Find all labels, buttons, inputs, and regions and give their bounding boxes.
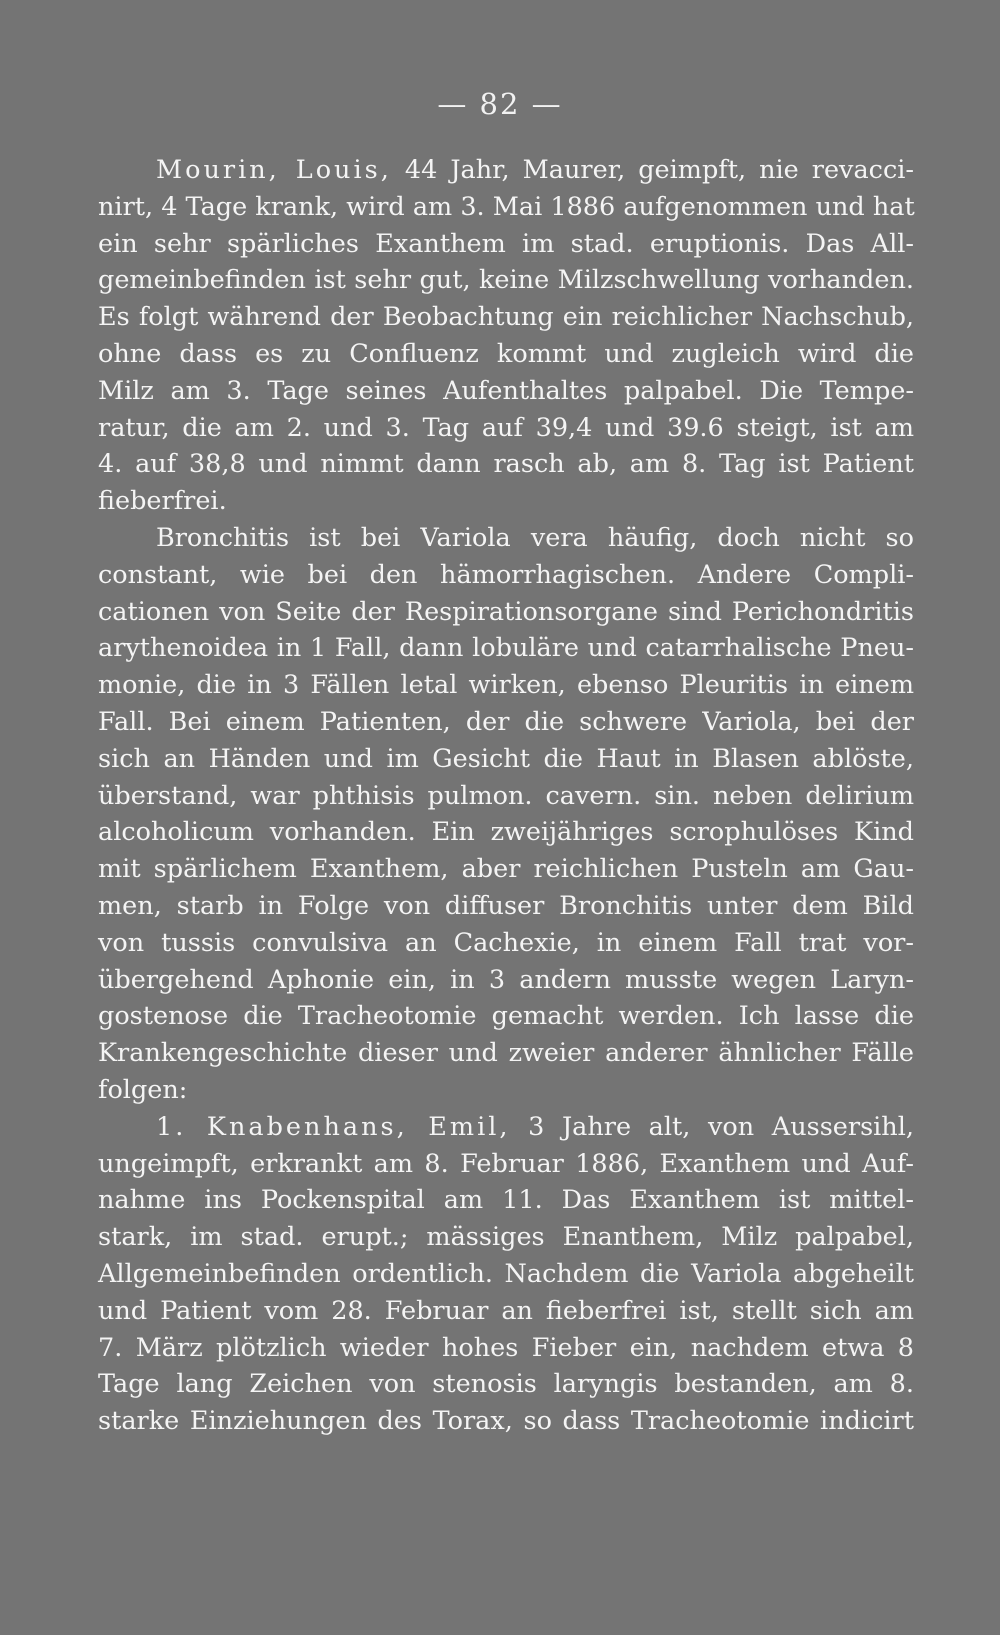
text-line: gostenose die Tracheotomie gemacht werden. Ich lasse die	[98, 1001, 914, 1032]
text-line: ein sehr spärliches Exanthem im stad. eruptionis. Das All-	[98, 228, 914, 259]
text-line: folgen:	[98, 1074, 188, 1105]
page-number: — 82 —	[437, 87, 563, 121]
text-line: monie, die in 3 Fällen letal wirken, ebenso Pleuritis in einem	[98, 670, 914, 701]
text-line: von tussis convulsiva an Cachexie, in einem Fall trat vor-	[98, 927, 914, 958]
patient-name: Mourin, Louis,	[156, 155, 392, 185]
text-line: starke Einziehungen des Torax, so dass Tracheotomie indicirt	[98, 1406, 914, 1437]
text-line: gemeinbefinden ist sehr gut, keine Milzschwellung vorhanden.	[98, 265, 914, 296]
text-line: 1. Knabenhans, Emil, 3 Jahre alt, von Aussersihl,	[156, 1111, 914, 1142]
text-line: fieberfrei.	[98, 486, 227, 517]
text-line: Mourin, Louis, 44 Jahr, Maurer, geimpft, nie revacci-	[156, 155, 915, 185]
text-line: arythenoidea in 1 Fall, dann lobuläre und catarrhalische Pneu-	[98, 633, 914, 664]
text-line: nahme ins Pockenspital am 11. Das Exanthem ist mittel-	[98, 1185, 914, 1216]
text-line: Tage lang Zeichen von stenosis laryngis bestanden, am 8.	[98, 1369, 914, 1400]
text-line: Allgemeinbefinden ordentlich. Nachdem die Variola abgeheilt	[98, 1258, 914, 1289]
body-text	[98, 152, 914, 1440]
text-line: Es folgt während der Beobachtung ein reichlicher Nachschub,	[98, 302, 914, 333]
text-line: ungeimpft, erkrankt am 8. Februar 1886, Exanthem und Auf-	[98, 1148, 914, 1179]
text-line: ratur, die am 2. und 3. Tag auf 39,4 und 39.6 steigt, ist am	[98, 412, 914, 443]
text-line: mit spärlichem Exanthem, aber reichlichen Pusteln am Gau-	[98, 854, 914, 885]
text-line: nirt, 4 Tage krank, wird am 3. Mai 1886 aufgenommen und hat	[98, 191, 915, 222]
paragraph	[98, 1109, 914, 1440]
text-line: überstand, war phthisis pulmon. cavern. sin. neben delirium	[98, 780, 914, 811]
text-line: stark, im stad. erupt.; mässiges Enanthem, Milz palpabel,	[98, 1222, 914, 1253]
text-line: und Patient vom 28. Februar an fieberfrei ist, stellt sich am	[98, 1295, 914, 1326]
text-line: ohne dass es zu Confluenz kommt und zugleich wird die	[98, 338, 914, 369]
text-line: Fall. Bei einem Patienten, der die schwere Variola, bei der	[98, 706, 914, 737]
paragraph	[98, 152, 914, 520]
text-line: men, starb in Folge von diffuser Bronchitis unter dem Bild	[98, 890, 914, 921]
text-line: Krankengeschichte dieser und zweier anderer ähnlicher Fälle	[98, 1038, 914, 1069]
text-line: cationen von Seite der Respirationsorgane sind Perichondritis	[98, 596, 914, 627]
paragraph	[98, 520, 914, 1109]
patient-name: 1. Knabenhans, Emil,	[156, 1111, 511, 1142]
text-line: 7. März plötzlich wieder hohes Fieber ein, nachdem etwa 8	[98, 1332, 914, 1363]
text-line: Milz am 3. Tage seines Aufenthaltes palpabel. Die Tempe-	[98, 375, 914, 406]
text-line: alcoholicum vorhanden. Ein zweijähriges scrophulöses Kind	[98, 817, 914, 848]
text-line: übergehend Aphonie ein, in 3 andern musste wegen Laryn-	[98, 964, 914, 995]
text-line: constant, wie bei den hämorrhagischen. Andere Compli-	[98, 559, 914, 590]
text-line: sich an Händen und im Gesicht die Haut in Blasen ablöste,	[98, 743, 914, 774]
text-line: 4. auf 38,8 und nimmt dann rasch ab, am 8. Tag ist Patient	[98, 449, 914, 480]
text-line: Bronchitis ist bei Variola vera häufig, doch nicht so	[156, 522, 914, 553]
